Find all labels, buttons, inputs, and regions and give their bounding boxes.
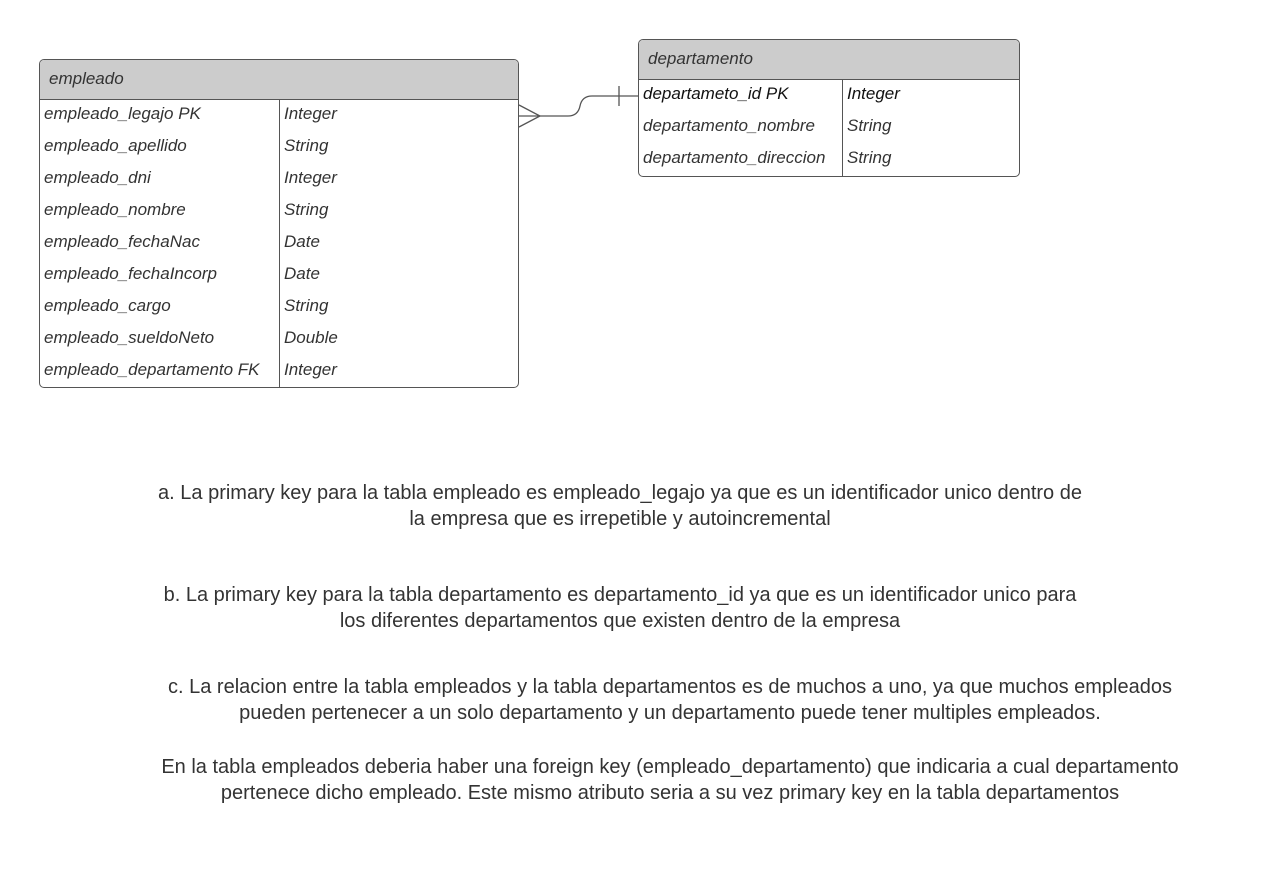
entity-departamento[interactable] bbox=[638, 39, 1020, 177]
note-b bbox=[0, 582, 1240, 634]
column-type: String bbox=[284, 296, 329, 315]
note-c-line-1: c. La relacion entre la tabla empleados y la tabla departamentos es de muchos a uno, ya que muchos empleados bbox=[168, 676, 1172, 698]
entity-empleado[interactable] bbox=[39, 59, 519, 388]
entity-departamento-columns bbox=[639, 80, 1019, 176]
column-name: departamento_direccion bbox=[643, 148, 826, 167]
column-divider bbox=[842, 80, 843, 176]
column-row[interactable] bbox=[639, 144, 1019, 176]
column-name: empleado_departamento FK bbox=[44, 360, 260, 379]
note-a-line-1: a. La primary key para la tabla empleado es empleado_legajo ya que es un identificador unico dentro de bbox=[158, 482, 1082, 504]
crows-foot-many-marker bbox=[519, 105, 540, 127]
column-row[interactable] bbox=[639, 80, 1019, 112]
note-d-line-1: En la tabla empleados deberia haber una foreign key (empleado_departamento) que indicaria a cual departamento bbox=[161, 756, 1179, 778]
column-name: empleado_dni bbox=[44, 168, 151, 187]
note-c bbox=[0, 674, 1280, 726]
column-divider bbox=[279, 100, 280, 388]
column-name: empleado_fechaIncorp bbox=[44, 264, 217, 283]
note-b-line-2: los diferentes departamentos que existen dentro de la empresa bbox=[339, 610, 901, 632]
entity-empleado-title: empleado bbox=[40, 60, 518, 100]
column-type: Double bbox=[284, 328, 338, 347]
column-type: String bbox=[284, 136, 329, 155]
entity-departamento-title: departamento bbox=[639, 40, 1019, 80]
note-a bbox=[0, 480, 1240, 532]
relationship-line bbox=[519, 96, 638, 116]
column-type: String bbox=[847, 148, 892, 167]
column-row[interactable] bbox=[639, 112, 1019, 144]
column-name: empleado_legajo PK bbox=[44, 104, 201, 123]
note-c-line-2: pueden pertenecer a un solo departamento y un departamento puede tener multiples empleados. bbox=[239, 702, 1101, 724]
note-d-line-2: pertenece dicho empleado. Este mismo atributo seria a su vez primary key en la tabla departamentos bbox=[220, 782, 1120, 804]
column-type: String bbox=[847, 116, 892, 135]
column-name: empleado_nombre bbox=[44, 200, 186, 219]
column-type: Integer bbox=[284, 104, 337, 123]
column-name: empleado_fechaNac bbox=[44, 232, 200, 251]
column-type: Integer bbox=[284, 360, 337, 379]
column-type: Integer bbox=[847, 84, 900, 103]
column-type: String bbox=[284, 200, 329, 219]
note-d bbox=[0, 754, 1280, 806]
column-name: empleado_cargo bbox=[44, 296, 171, 315]
column-name: departameto_id PK bbox=[643, 84, 789, 103]
column-name: empleado_sueldoNeto bbox=[44, 328, 215, 347]
column-type: Date bbox=[284, 232, 320, 251]
entity-empleado-columns bbox=[40, 100, 518, 388]
note-b-line-1: b. La primary key para la tabla departamento es departamento_id ya que es un identificador unico para bbox=[163, 584, 1077, 606]
column-type: Integer bbox=[284, 168, 337, 187]
note-a-line-2: la empresa que es irrepetible y autoincremental bbox=[409, 508, 831, 530]
column-name: departamento_nombre bbox=[643, 116, 816, 135]
column-type: Date bbox=[284, 264, 320, 283]
column-name: empleado_apellido bbox=[44, 136, 187, 155]
